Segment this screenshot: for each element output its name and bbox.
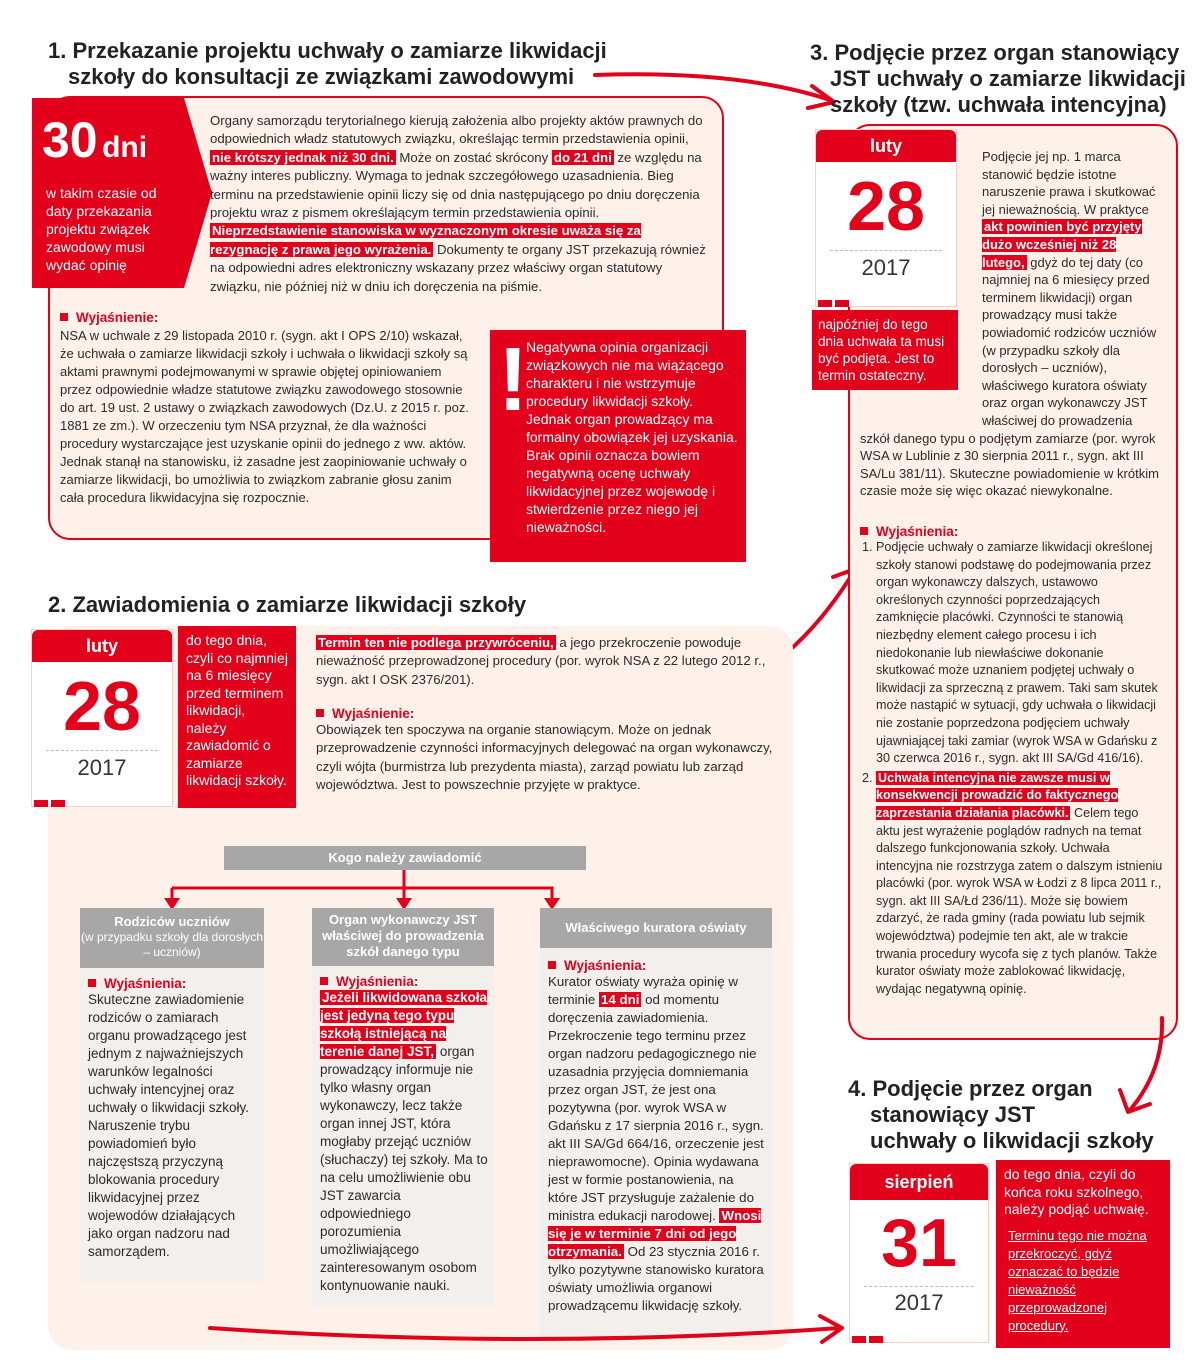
s1-explanation-text: NSA w uchwale z 29 listopada 2010 r. (sygn. akt I OPS 2/10) wskazał, że uchwała o zamiarze likwidacji szkoły i uchwała o likwidacji szkoły są aktami prawnymi podejmowanymi w sprawie objętej opiniowaniem przez odpowiednie władze statutowe związku zawodowego stosownie do art. 19 ust. 2 ustawy o związkach zawodowych (Dz.U. z 2015 r. poz. 1881 ze zm.). W orzeczeniu tym NSA przyznał, że dla ważności procedury wystarczające jest uzyskanie opinii do jednego z ww. aktów. Jednak stanął na stanowisku, iż zasadne jest zaopiniowanie uchwały o zamiarze likwidacji, bo umożliwia to związkom zabranie głosu zanim cała procedura likwidacyjna się rozpocznie. bbox=[60, 328, 469, 505]
s2-explanation-text: Obowiązek ten spoczywa na organie stanowiącym. Może on jednak przeprowadzenie czynności informacyjnych delegować na organ wykonawczy, czyli wójta (burmistrza lub prezydenta miasta), zarząd powiatu lub zarząd województwa. Jest to powszechnie przyjęte w praktyce. bbox=[316, 722, 773, 793]
col2-text: organ prowadzący informuje nie tylko własny organ wykonawczy, lecz także organ innej JST, która mogłaby przejąć uczniów (słuchaczy) tej szkoły. Ma to na celu umożliwienie obu JST zawarcia odpowiedniego porozumienia umożliwiającego zainteresowanym osobom kontynuowanie nauki. bbox=[320, 1044, 488, 1293]
calendar-day: 28 bbox=[63, 667, 141, 745]
col3-text-wrap bbox=[548, 973, 766, 1315]
s3-explanation-label: Wyjaśnienia: bbox=[860, 524, 1164, 539]
notify-col-curator-body bbox=[548, 958, 766, 1315]
notify-arrows bbox=[160, 868, 720, 912]
badge-30-days bbox=[32, 98, 184, 288]
section-1-title-line2: szkoły do konsultacji ze związkami zawodowymi bbox=[68, 64, 575, 89]
section-1-explanation bbox=[60, 310, 470, 507]
calendar-year: 2017 bbox=[77, 755, 127, 780]
s3-text-a: Podjęcie jej np. 1 marca stanowić będzie istotne naruszenie prawa i skutkować jej nieważnością. W praktyce bbox=[982, 149, 1156, 217]
section-3-title-line1: 3. Podjęcie przez organ stanowiący bbox=[810, 40, 1180, 65]
calendar-dots bbox=[852, 1330, 888, 1338]
section-4-title-line1: 4. Podjęcie przez organ bbox=[848, 1076, 1093, 1101]
who-to-notify-header: Kogo należy zawiadomić bbox=[224, 846, 586, 870]
section-1-title-line1: 1. Przekazanie projektu uchwały o zamiarze likwidacji bbox=[48, 38, 607, 63]
col1-head: Rodziców uczniów bbox=[114, 914, 230, 929]
s4-warning-text: Terminu tego nie można przekroczyć, gdyż oznaczać to będzie nieważność przeprowadzonej procedury. bbox=[1008, 1227, 1147, 1333]
section-4-title-line2: stanowiący JST bbox=[870, 1102, 1036, 1127]
col1-text: Skuteczne zawiadomienie rodziców o zamiarach organu prowadzącego jest jednym z najważniejszych warunków legalności uchwały intencyjnej oraz uchwały o likwidacji szkoły. Naruszenie trybu powiadomień było najczęstszą przyczyną blokowania procedury likwidacyjnej przez wojewodów działających jako organ nadzoru nad samorządem. bbox=[88, 992, 250, 1259]
s1-highlight-21-days: do 21 dni bbox=[553, 149, 612, 165]
s1-text-a: Organy samorządu terytorialnego kierują założenia albo projekty aktów prawnych do odpowiednich władz statutowych związku, określając termin przedstawienia opinii, bbox=[210, 113, 703, 147]
calendar-section-2 bbox=[32, 630, 172, 806]
s1-explanation-label: Wyjaśnienie: bbox=[60, 310, 470, 325]
s4-note-text: do tego dnia, czyli do końca roku szkolnego, należy podjąć uchwałę. bbox=[1004, 1166, 1149, 1217]
section-3-title-line2: JST uchwały o zamiarze likwidacji bbox=[830, 66, 1186, 91]
notify-col-curator-header: Właściwego kuratora oświaty bbox=[540, 908, 772, 948]
section-2-paragraph bbox=[316, 634, 782, 689]
s2-date-note-text: do tego dnia, czyli co najmniej na 6 miesięcy przed terminem likwidacji, należy zawiadomić o zamiarze likwidacji szkoły. bbox=[186, 632, 288, 788]
calendar-dots bbox=[34, 794, 70, 802]
col3-highlight-7-days: Wnosi się je w terminie 7 dni od jego otrzymania. bbox=[548, 1208, 762, 1259]
section-1-title bbox=[48, 38, 668, 90]
section-3-title bbox=[810, 40, 1195, 118]
s3-item2-text: Celem tego aktu jest wyrażenie poglądów radnych na temat dalszego funkcjonowania szkoły. Uchwała intencyjna nie rozstrzyga zatem o dalszym istnieniu placówki (por. wyrok WSA w Łodzi z 8 lipca 2011 r., sygn. akt III SA/Łd 236/11). Może się bowiem zdarzyć, że rada gminy (rada powiatu lub sejmik województwa) podejmie ten akt, ale w trakcie trwania procedury wycofa się z tych planów. Także kurator oświaty może zablokować likwidację, wydając negatywną opinię. bbox=[876, 805, 1163, 996]
section-1-paragraph bbox=[210, 112, 710, 296]
section-2-title: 2. Zawiadomienia o zamiarze likwidacji szkoły bbox=[48, 592, 527, 617]
calendar-month: luty bbox=[32, 630, 172, 662]
notify-col-executive-body bbox=[320, 974, 490, 1295]
s1-text-c: ze względu na ważny interes publiczny. Wymaga to jednak szczegółowego uzasadnienia. Bieg terminu na przedstawienie opinii liczy się od dnia następującego po dniu doręczenia projektu wraz z pismem określającym termin przedstawienia opinii. bbox=[210, 149, 702, 221]
exclamation-icon: ! bbox=[498, 330, 528, 430]
s3-item2-highlight: Uchwała intencyjna nie zawsze musi w konsekwencji prowadzić do faktycznego zaprzestania działania placówki. bbox=[876, 770, 1119, 820]
calendar-year: 2017 bbox=[861, 255, 911, 280]
section-4-note bbox=[996, 1160, 1170, 1348]
section-3-explanation bbox=[860, 524, 1164, 998]
alert-box bbox=[490, 330, 746, 562]
col2-head: Organ wykonawczy JST właściwej do prowadzenia szkół danego typu bbox=[322, 912, 484, 959]
notify-col-parents-header bbox=[80, 908, 264, 968]
alert-text: Negatywna opinia organizacji związkowych nie ma wiążącego charakteru i nie wstrzymuje procedury likwidacji szkoły. Jednak organ prowadzący ma formalny obowiązek jej uzyskania. Brak opinii oznacza bowiem negatywną ocenę uchwały likwidacyjnej przez wojewodę i stwierdzenie przez niego jej nieważności. bbox=[526, 339, 738, 535]
col2-highlight: Jeżeli likwidowana szkoła jest jedyną tego typu szkołą istniejącą na terenie danej JST, bbox=[320, 990, 488, 1059]
calendar-dots bbox=[818, 294, 854, 302]
col3-label: Wyjaśnienia: bbox=[548, 958, 766, 973]
s2-explanation-label: Wyjaśnienie: bbox=[316, 706, 782, 721]
calendar-month: sierpień bbox=[850, 1164, 988, 1200]
badge-unit: dni bbox=[102, 131, 148, 164]
col3-text-b: od momentu doręczenia zawiadomienia. Przekroczenie tego terminu przez organ nadzoru pedagogicznego nie uzasadnia przyjęcia domniemania przez organ JST, że jest ona pozytywna (por. wyrok WSA w Gdańsku z 17 sierpnia 2016 r., sygn. akt III SA/Gd 664/16, orzeczenie jest nieprawomocne). Opinia wydawana jest w formie postanowienia, na które JST przysługuje zażalenie do ministra edukacji narodowej. bbox=[548, 992, 764, 1223]
col2-label: Wyjaśnienia: bbox=[320, 974, 490, 989]
col3-text-a: Kurator oświaty wyraża opinię w terminie bbox=[548, 974, 738, 1007]
calendar-day: 31 bbox=[881, 1205, 957, 1281]
calendar-month: luty bbox=[816, 130, 956, 162]
s3-explanation-item-2 bbox=[876, 770, 1164, 999]
col3-text-c: Od 23 stycznia 2016 r. tylko pozytywne stanowisko kuratora oświaty umożliwia organowi prowadzącemu likwidację szkoły. bbox=[548, 1244, 764, 1313]
s1-highlight-resignation: Nieprzedstawienie stanowiska w wyznaczonym okresie uważa się za rezygnację z prawa jego wyrażenia. bbox=[210, 223, 641, 257]
s2-highlight: Termin ten nie podlega przywróceniu, bbox=[318, 635, 554, 650]
s3-explanation-list bbox=[860, 539, 1164, 998]
section-2-explanation bbox=[316, 706, 782, 795]
section-3-title-line3: szkoły (tzw. uchwała intencyjna) bbox=[830, 92, 1167, 117]
col1-label: Wyjaśnienia: bbox=[88, 976, 258, 991]
calendar-day: 28 bbox=[847, 167, 925, 245]
section-3-paragraph bbox=[860, 148, 1164, 500]
col2-text-wrap bbox=[320, 989, 490, 1295]
s3-date-note-text: najpóźniej do tego dnia uchwała ta musi być podjęta. Jest to termin ostateczny. bbox=[818, 317, 945, 383]
section-4-title bbox=[848, 1076, 1178, 1154]
s2-text: a jego przekroczenie powoduje nieważność przeprowadzonej procedury (por. wyrok NSA z 22 lutego 2012 r., sygn. akt I OSK 2376/201). bbox=[316, 635, 766, 687]
badge-number: 30 bbox=[42, 112, 98, 168]
col3-highlight-14-days: 14 dni bbox=[601, 992, 640, 1007]
s1-text-b: Może on zostać skrócony bbox=[399, 149, 549, 165]
arrow-section-2-to-4 bbox=[200, 1300, 860, 1350]
badge-text: w takim czasie od daty przekazania projektu związek zawodowy musi wydać opinię bbox=[46, 185, 157, 273]
notify-col-executive-header bbox=[312, 908, 494, 966]
s4-note-warning bbox=[996, 1225, 1170, 1335]
col1-head-sub: (w przypadku szkoły dla dorosłych – uczniów) bbox=[80, 930, 264, 959]
s1-text-d: Dokumenty te organy JST przekazują również na odpowiedni adres elektroniczny wskazany przez właściwy organ statutowy związku, nie później niż w dniu ich doręczenia na piśmie. bbox=[210, 241, 706, 294]
section-4-title-line3: uchwały o likwidacji szkoły bbox=[870, 1128, 1154, 1153]
calendar-section-4 bbox=[850, 1164, 988, 1342]
s3-highlight: akt powinien być przyjęty dużo wcześniej niż 28 lutego, bbox=[982, 219, 1142, 270]
calendar-year: 2017 bbox=[894, 1290, 944, 1315]
s3-explanation-item-1: 1. Podjęcie uchwały o zamiarze likwidacji określonej szkoły stanowi podstawę do podejmowania przez organ wykonawczy dalszych, ustawowo określonych czynności poprzedzających zamknięcie placówki. Czynności te stanowią niezbędny element całego procesu i ich niedokonanie lub niewłaściwe dokonanie skutkować może uznaniem podjętej uchwały o likwidacji za sprzeczną z prawem. Taki sam skutek może nastąpić w sytuacji, gdy uchwała o likwidacji nie zostanie poprzedzona podjęciem uchwały ujawniającej taki zamiar (wyrok WSA w Gdańsku z 30 czerwca 2016 r., sygn. akt III SA/Gd 416/16). bbox=[876, 539, 1164, 768]
section-2-date-note bbox=[178, 626, 296, 808]
s3-text-b: gdyż do tej daty (co najmniej na 6 miesięcy przed terminem likwidacji) organ prowadzący musi także powiadomić rodziców uczniów (w przypadku szkoły dla dorosłych – uczniów), właściwego kuratora oświaty oraz organ wykonawczy JST właściwej do prowadzenia szkół danego typu o podjętym zamiarze (por. wyrok WSA w Lublinie z 30 sierpnia 2011 r., sygn. akt III SA/Lu 381/11). Skuteczne powiadomienie w krótkim czasie może się więc okazać niewykonalne. bbox=[860, 254, 1159, 499]
notify-col-parents-body bbox=[88, 976, 258, 1261]
s1-highlight-30-days: nie krótszy jednak niż 30 dni. bbox=[212, 149, 394, 165]
